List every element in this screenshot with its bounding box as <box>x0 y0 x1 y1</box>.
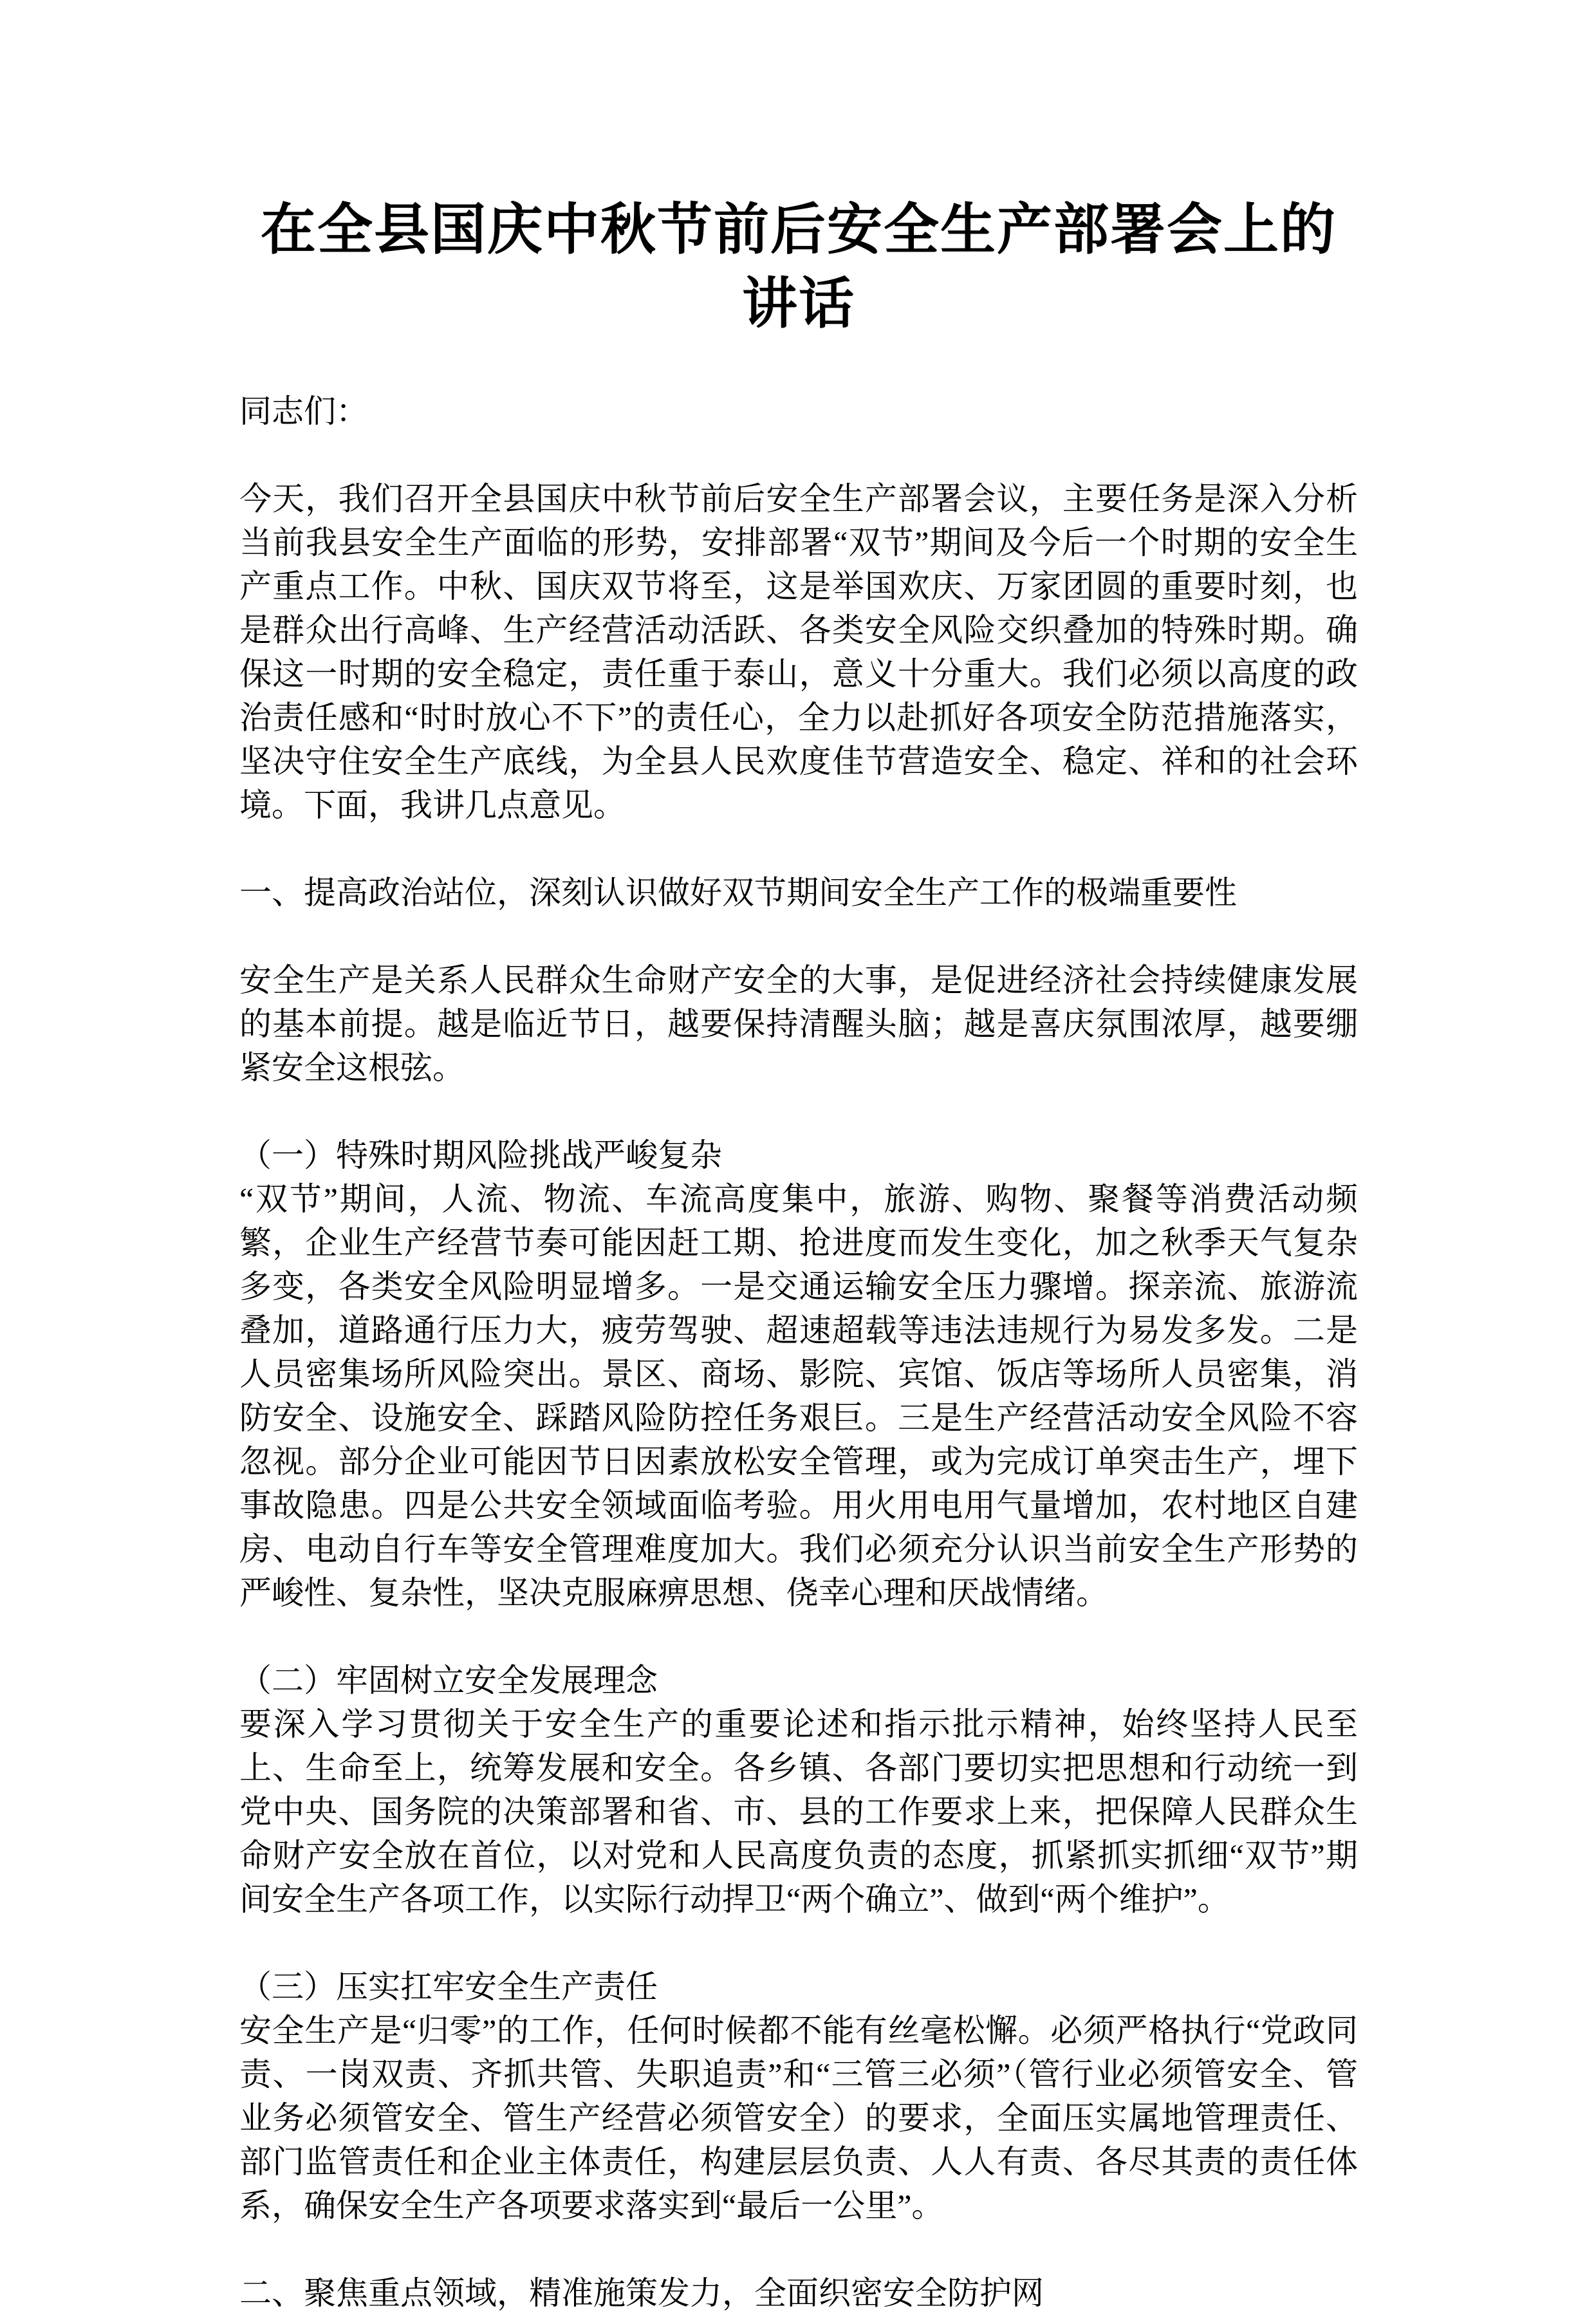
block-text: 同志们： <box>239 393 368 429</box>
subsection-heading: （二）牢固树立安全发展理念 <box>239 1662 658 1698</box>
block-text: “双节”期间，人流、物流、车流高度集中，旅游、购物、聚餐等消费活动频繁，企业生产经营节奏可能因赶工期、抢进度而发生变化，加之秋季天气复杂多变，各类安全风险明显增多。一是交通运输安全压力骤增。探亲流、旅游流叠加，道路通行压力大，疲劳驾驶、超速超载等违法违规行为易发多发。二是人员密集场所风险突出。景区、商场、影院、宾馆、饭店等场所人员密集，消防安全、设施安全、踩踏风险防控任务艰巨。三是生产经营活动安全风险不容忽视。部分企业可能因节日因素放松安全管理，或为完成订单突击生产，埋下事故隐患。四是公共安全领域面临考验。用火用电用气量增加，农村地区自建房、电动自行车等安全管理难度加大。我们必须充分认识当前安全生产形势的严峻性、复杂性，坚决克服麻痹思想、侥幸心理和厌战情绪。 <box>239 1181 1358 1611</box>
section-heading <box>239 2271 1358 2315</box>
document-title: 在全县国庆中秋节前后安全生产部署会上的讲话 <box>261 199 1337 335</box>
salutation <box>239 389 1358 433</box>
section-heading <box>239 871 1358 915</box>
block-text: 安全生产是关系人民群众生命财产安全的大事，是促进经济社会持续健康发展的基本前提。越是临近节日，越要保持清醒头脑；越是喜庆氛围浓厚，越要绷紧安全这根弦。 <box>239 962 1358 1086</box>
subsection <box>239 1965 1358 2227</box>
subsection <box>239 1659 1358 1921</box>
paragraph <box>239 958 1358 1090</box>
block-text: 今天，我们召开全县国庆中秋节前后安全生产部署会议，主要任务是深入分析当前我县安全生产面临的形势，安排部署“双节”期间及今后一个时期的安全生产重点工作。中秋、国庆双节将至，这是举国欢庆、万家团圆的重要时刻，也是群众出行高峰、生产经营活动活跃、各类安全风险交织叠加的特殊时期。确保这一时期的安全稳定，责任重于泰山，意义十分重大。我们必须以高度的政治责任感和“时时放心不下”的责任心，全力以赴抓好各项安全防范措施落实，坚决守住安全生产底线，为全县人民欢度佳节营造安全、稳定、祥和的社会环境。下面，我讲几点意见。 <box>239 481 1358 823</box>
subsection-heading: （三）压实扛牢安全生产责任 <box>239 1969 658 2005</box>
subsection <box>239 1133 1358 1615</box>
block-text: 要深入学习贯彻关于安全生产的重要论述和指示批示精神，始终坚持人民至上、生命至上，统筹发展和安全。各乡镇、各部门要切实把思想和行动统一到党中央、国务院的决策部署和省、市、县的工作要求上来，把保障人民群众生命财产安全放在首位，以对党和人民高度负责的态度，抓紧抓实抓细“双节”期间安全生产各项工作，以实际行动捍卫“两个确立”、做到“两个维护”。 <box>239 1706 1358 1917</box>
subsection-heading: （一）特殊时期风险挑战严峻复杂 <box>239 1137 722 1173</box>
block-text: 安全生产是“归零”的工作，任何时候都不能有丝毫松懈。必须严格执行“党政同责、一岗双责、齐抓共管、失职追责”和“三管三必须”（管行业必须管安全、管业务必须管安全、管生产经营必须管安全）的要求，全面压实属地管理责任、部门监管责任和企业主体责任，构建层层负责、人人有责、各尽其责的责任体系，确保安全生产各项要求落实到“最后一公里”。 <box>239 2013 1358 2224</box>
block-text: 一、提高政治站位，深刻认识做好双节期间安全生产工作的极端重要性 <box>239 875 1237 911</box>
document-body <box>239 389 1358 2315</box>
block-text: 二、聚焦重点领域，精准施策发力，全面织密安全防护网 <box>239 2275 1044 2311</box>
paragraph <box>239 477 1358 827</box>
